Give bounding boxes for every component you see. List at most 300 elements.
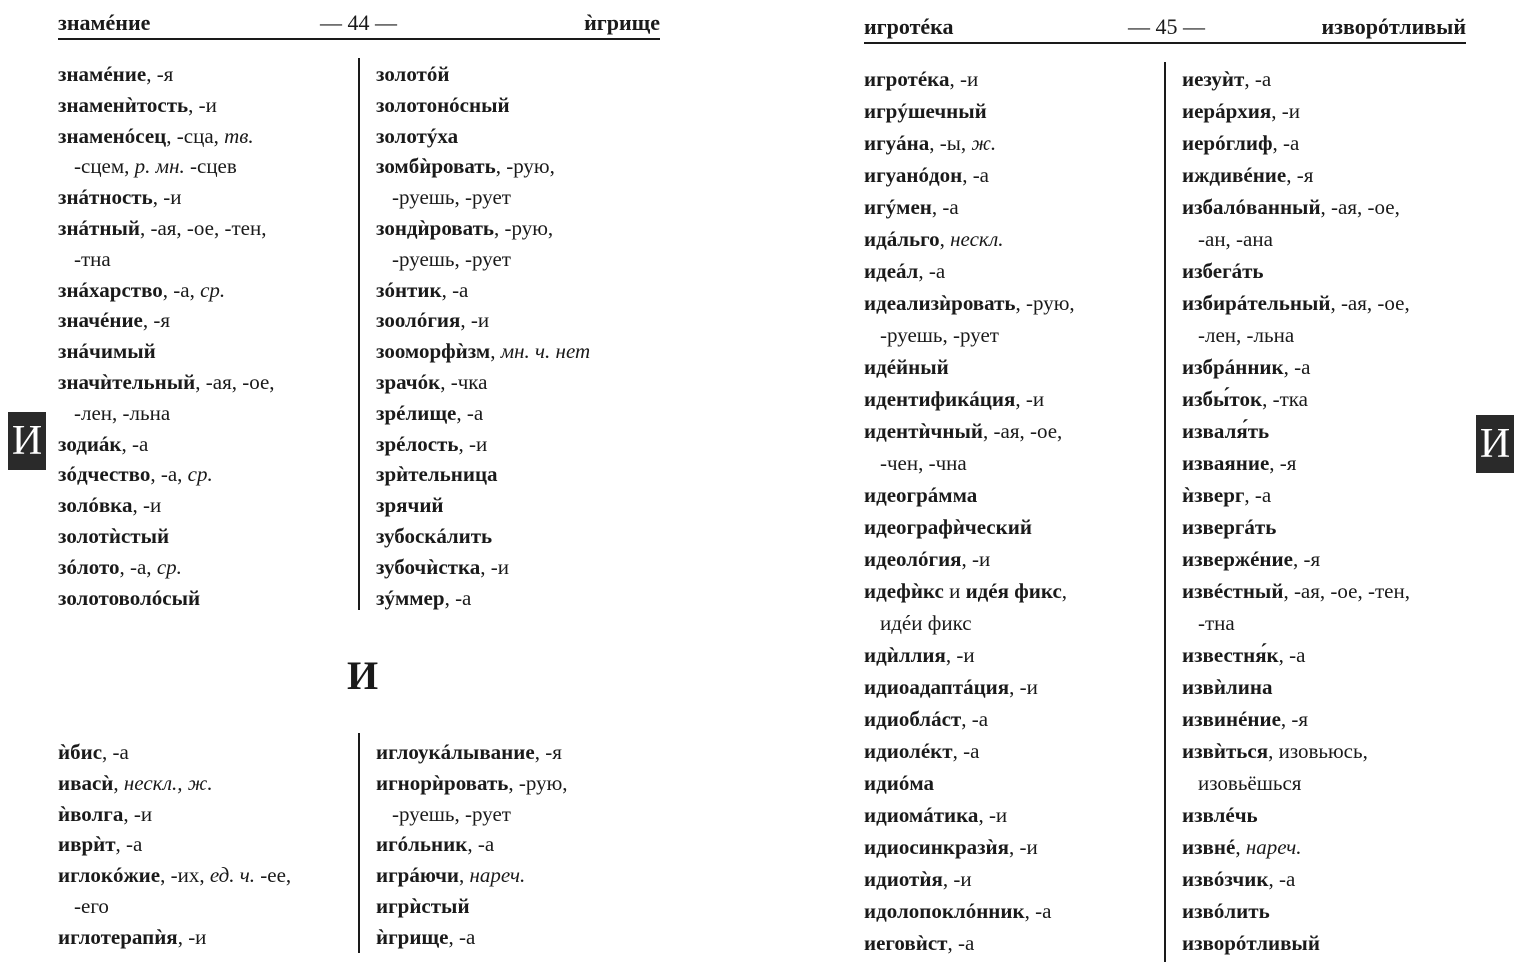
- inflection: , -я: [1269, 451, 1297, 475]
- headword: ѝзверг: [1182, 483, 1245, 507]
- dictionary-entry-line: [1182, 927, 1410, 959]
- inflection: -руешь, -рует: [392, 185, 511, 210]
- inflection: -ее,: [255, 863, 292, 888]
- inflection: ,: [1061, 579, 1068, 603]
- dictionary-entry-line: [1182, 639, 1410, 671]
- inflection: , -а: [1024, 899, 1052, 923]
- dictionary-entry-line: [58, 583, 275, 614]
- headword: знамéние: [58, 62, 147, 86]
- dictionary-entry-line: [376, 799, 568, 830]
- inflection: , -и: [458, 431, 488, 456]
- dictionary-entry-line: [58, 490, 275, 521]
- headword: идéя фикс: [965, 579, 1062, 603]
- headword: игрѝстый: [376, 893, 470, 918]
- inflection: -тна: [1198, 611, 1235, 635]
- inflection: , -и: [1015, 387, 1045, 411]
- inflection: , -я: [142, 308, 171, 333]
- grammar-note: ср.: [200, 277, 226, 302]
- inflection: , -а,: [162, 277, 201, 302]
- headword: идиолéкт: [864, 739, 953, 763]
- dictionary-entry-line: [864, 287, 1075, 319]
- inflection: , -а: [947, 931, 975, 955]
- section-letter-heading: И: [347, 653, 379, 698]
- dictionary-entry-line: [864, 799, 1075, 831]
- left-page-number: — 44 —: [320, 10, 397, 35]
- headword: зрѝтельница: [376, 462, 498, 487]
- inflection: , -и: [961, 547, 991, 571]
- dictionary-entry-line: [58, 799, 291, 830]
- inflection: , -я: [146, 62, 174, 86]
- headword: знáтность: [58, 185, 153, 210]
- dictionary-entry-line: [1182, 799, 1410, 831]
- dictionary-entry-line: [376, 398, 590, 429]
- headword: знаменѝтость: [58, 92, 189, 117]
- dictionary-entry-line: [1182, 223, 1410, 255]
- headword: извѝлина: [1182, 675, 1273, 699]
- headword: зýммер: [376, 585, 445, 610]
- dictionary-entry-line: [376, 552, 590, 583]
- inflection: , -ая, -ое, -тен,: [1283, 579, 1410, 603]
- inflection: , -а: [448, 924, 476, 949]
- inflection: -тна: [74, 246, 111, 271]
- dictionary-entry-line: [376, 151, 590, 182]
- inflection: ,: [939, 227, 951, 251]
- headword: зрéлище: [376, 400, 457, 425]
- dictionary-entry-line: [864, 575, 1075, 607]
- inflection: , -а: [962, 163, 990, 187]
- headword: идéйный: [864, 355, 949, 379]
- headword: зóнтик: [376, 277, 442, 302]
- inflection: , -а: [1244, 67, 1272, 91]
- headword: извóзчик: [1182, 867, 1269, 891]
- headword: избрáнник: [1182, 355, 1284, 379]
- dictionary-entry-line: [58, 182, 275, 213]
- headword: извéстный: [1182, 579, 1284, 603]
- headword: зубочѝстка: [376, 554, 481, 579]
- headword: зрéлость: [376, 431, 459, 456]
- grammar-note: р. мн.: [134, 154, 185, 179]
- column-divider: [358, 733, 360, 953]
- right-header-guide-word-end: изворóтливый: [1321, 14, 1466, 39]
- dictionary-entry-line: [1182, 735, 1410, 767]
- inflection: , -а,: [119, 554, 157, 579]
- inflection: , -ая, -ое,: [195, 369, 275, 394]
- inflection: и: [943, 579, 966, 603]
- headword: знаменóсец: [58, 123, 167, 148]
- headword: идáльго: [864, 227, 940, 251]
- headword: идеализѝровать: [864, 291, 1016, 315]
- headword: ѝволга: [58, 801, 124, 826]
- dictionary-entry-line: [864, 863, 1075, 895]
- inflection: -сцев: [184, 154, 237, 179]
- dictionary-entry-line: [376, 121, 590, 152]
- headword: зодиáк: [58, 431, 122, 456]
- dictionary-entry-line: [376, 768, 568, 799]
- headword: знáчимый: [58, 339, 156, 364]
- headword: зрячий: [376, 493, 444, 518]
- thumb-index-tab: И: [1476, 415, 1514, 473]
- inflection: , -и: [1009, 675, 1038, 699]
- dictionary-entry-line: [1182, 191, 1410, 223]
- right-column-2: [1182, 63, 1410, 959]
- right-page-number: — 45 —: [1128, 14, 1205, 39]
- headword: знáхарство: [58, 277, 163, 302]
- dictionary-entry-line: [58, 367, 275, 398]
- dictionary-entry-line: [1182, 575, 1410, 607]
- inflection: , -я: [1280, 707, 1309, 731]
- headword: иглоукáлывание: [376, 740, 535, 764]
- headword: зомбѝровать: [376, 154, 496, 179]
- dictionary-entry-line: [1182, 127, 1410, 159]
- headword: ѝбис: [58, 740, 103, 764]
- headword: иерáрхия: [1182, 99, 1272, 123]
- inflection: идéи фикс: [880, 611, 972, 635]
- dictionary-entry-line: [864, 831, 1075, 863]
- headword: игýмен: [864, 195, 932, 219]
- dictionary-entry-line: [864, 191, 1075, 223]
- dictionary-entry-line: [864, 127, 1075, 159]
- dictionary-entry-line: [864, 607, 1075, 639]
- grammar-note: тв.: [224, 123, 254, 148]
- inflection: , -а: [931, 195, 959, 219]
- inflection: , -их,: [160, 863, 210, 888]
- dictionary-entry-line: [864, 383, 1075, 415]
- inflection: , -сца,: [166, 123, 225, 148]
- dictionary-entry-line: [1182, 319, 1410, 351]
- dictionary-entry-line: [864, 255, 1075, 287]
- headword: известня́к: [1182, 643, 1279, 667]
- inflection: , -рую,: [495, 154, 555, 179]
- dictionary-entry-line: [1182, 351, 1410, 383]
- inflection: , -а: [1272, 131, 1300, 155]
- headword: избегáть: [1182, 259, 1264, 283]
- headword: идолопоклóнник: [864, 899, 1025, 923]
- inflection: , -рую,: [1015, 291, 1075, 315]
- dictionary-entry-line: [864, 63, 1075, 95]
- inflection: , -я: [534, 740, 562, 764]
- dictionary-entry-line: [376, 829, 568, 860]
- dictionary-entry-line: [58, 213, 275, 244]
- headword: идеáл: [864, 259, 919, 283]
- inflection: , -ая, -ое,: [1320, 195, 1400, 219]
- headword: игрýшечный: [864, 99, 987, 123]
- inflection: , -и: [480, 554, 509, 579]
- right-column-1: [864, 63, 1075, 959]
- inflection: , -а: [1283, 355, 1311, 379]
- inflection: , -и: [188, 92, 217, 117]
- right-page-header: [864, 8, 1466, 44]
- headword: золотóй: [376, 62, 450, 86]
- dictionary-entry-line: [864, 159, 1075, 191]
- dictionary-entry-line: [58, 121, 275, 152]
- inflection: , -и: [1271, 99, 1300, 123]
- inflection: ,: [459, 863, 470, 888]
- inflection: , -тка: [1262, 387, 1308, 411]
- headword: иглотерапѝя: [58, 924, 178, 949]
- dictionary-entry-line: [1182, 287, 1410, 319]
- headword: избирáтельный: [1182, 291, 1331, 315]
- headword: извнé: [1182, 835, 1236, 859]
- headword: зооморфѝзм: [376, 339, 491, 364]
- inflection: , -и: [942, 867, 972, 891]
- dictionary-entry-line: [1182, 767, 1410, 799]
- dictionary-entry-line: [58, 59, 275, 90]
- dictionary-entry-line: [1182, 511, 1410, 543]
- headword: извлéчь: [1182, 803, 1258, 827]
- inflection: -чен, -чна: [880, 451, 967, 475]
- dictionary-entry-line: [58, 459, 275, 490]
- dictionary-entry-line: [864, 95, 1075, 127]
- inflection: -сцем,: [74, 154, 135, 179]
- headword: изваяние: [1182, 451, 1270, 475]
- headword: изворóтливый: [1182, 931, 1320, 955]
- headword: зóдчество: [58, 462, 151, 487]
- inflection: , -и: [978, 803, 1008, 827]
- headword: идентификáция: [864, 387, 1016, 411]
- inflection: , -и: [132, 493, 162, 518]
- dictionary-entry-line: [376, 367, 590, 398]
- grammar-note: ж.: [971, 131, 997, 155]
- dictionary-entry-line: [864, 543, 1075, 575]
- headword: идефѝкс: [864, 579, 944, 603]
- headword: зóлото: [58, 554, 120, 579]
- headword: значѝтельный: [58, 369, 196, 394]
- column-divider: [358, 58, 360, 610]
- inflection: -руешь, -рует: [880, 323, 999, 347]
- dictionary-entry-line: [58, 244, 275, 275]
- dictionary-entry-line: [58, 521, 275, 552]
- inflection: , -а: [1268, 867, 1296, 891]
- left-header-guide-word-end: ѝгрище: [584, 10, 660, 35]
- inflection: , -и: [177, 924, 207, 949]
- inflection: ,: [113, 770, 124, 795]
- headword: извóлить: [1182, 899, 1270, 923]
- headword: зрачóк: [376, 369, 441, 394]
- headword: иждивéние: [1182, 163, 1287, 187]
- inflection: , -а: [121, 431, 149, 456]
- headword: идентѝчный: [864, 419, 983, 443]
- inflection: , -рую,: [508, 770, 568, 795]
- dictionary-entry-line: [58, 336, 275, 367]
- dictionary-entry-line: [58, 922, 291, 953]
- left-bottom-column-2: [376, 737, 568, 953]
- dictionary-entry-line: [58, 891, 291, 922]
- grammar-note: нареч.: [1245, 835, 1302, 859]
- dictionary-entry-line: [376, 429, 590, 460]
- dictionary-entry-line: [1182, 159, 1410, 191]
- headword: иезуѝт: [1182, 67, 1245, 91]
- dictionary-entry-line: [58, 429, 275, 460]
- dictionary-entry-line: [58, 552, 275, 583]
- inflection: , -и: [152, 185, 182, 210]
- headword: идеографѝческий: [864, 515, 1032, 539]
- grammar-note: ср.: [156, 554, 182, 579]
- dictionary-entry-line: [376, 336, 590, 367]
- headword: иглокóжие: [58, 863, 161, 888]
- inflection: -лен, -льна: [1198, 323, 1295, 347]
- dictionary-entry-line: [1182, 63, 1410, 95]
- dictionary-entry-line: [1182, 543, 1410, 575]
- dictionary-entry-line: [1182, 255, 1410, 287]
- grammar-note: мн. ч. нет: [500, 339, 591, 364]
- headword: извергáть: [1182, 515, 1277, 539]
- dictionary-entry-line: [864, 319, 1075, 351]
- dictionary-entry-line: [58, 305, 275, 336]
- inflection: , -я: [1286, 163, 1314, 187]
- dictionary-entry-line: [58, 151, 275, 182]
- headword: игрáючи: [376, 863, 460, 888]
- grammar-note: ед. ч.: [209, 863, 256, 888]
- inflection: , -и: [949, 67, 979, 91]
- headword: знáтный: [58, 215, 140, 240]
- headword: золотѝстый: [58, 523, 170, 548]
- dictionary-entry-line: [376, 182, 590, 213]
- headword: идиотѝя: [864, 867, 943, 891]
- dictionary-entry-line: [864, 351, 1075, 383]
- headword: ѝгрище: [376, 924, 449, 949]
- inflection: -руешь, -рует: [392, 801, 511, 826]
- dictionary-entry-line: [376, 59, 590, 90]
- dictionary-entry-line: [376, 922, 568, 953]
- dictionary-entry-line: [376, 737, 568, 768]
- inflection: , -чка: [440, 369, 488, 394]
- headword: идиоадаптáция: [864, 675, 1010, 699]
- dictionary-entry-line: [376, 459, 590, 490]
- inflection: , -ая, -ое,: [983, 419, 1063, 443]
- inflection: , -и: [1009, 835, 1038, 859]
- inflection: , -а: [918, 259, 946, 283]
- column-divider: [1164, 62, 1166, 962]
- dictionary-entry-line: [1182, 895, 1410, 927]
- inflection: , -рую,: [494, 215, 554, 240]
- inflection: , -а: [115, 832, 143, 857]
- dictionary-entry-line: [864, 639, 1075, 671]
- dictionary-entry-line: [376, 860, 568, 891]
- inflection: -руешь, -рует: [392, 246, 511, 271]
- inflection: , -и: [123, 801, 153, 826]
- dictionary-entry-line: [376, 490, 590, 521]
- dictionary-entry-line: [864, 479, 1075, 511]
- headword: игнорѝровать: [376, 770, 509, 795]
- dictionary-entry-line: [864, 223, 1075, 255]
- left-page-header: [58, 4, 660, 40]
- headword: извержéние: [1182, 547, 1293, 571]
- headword: золотýха: [376, 123, 459, 148]
- dictionary-entry-line: [376, 275, 590, 306]
- inflection: -лен, -льна: [74, 400, 171, 425]
- dictionary-entry-line: [1182, 479, 1410, 511]
- headword: идиоблáст: [864, 707, 962, 731]
- grammar-note: ср.: [187, 462, 213, 487]
- headword: золóвка: [58, 493, 133, 518]
- headword: зоолóгия: [376, 308, 461, 333]
- inflection: , -ы,: [929, 131, 972, 155]
- inflection: , -а: [441, 277, 469, 302]
- dictionary-entry-line: [864, 927, 1075, 959]
- dictionary-entry-line: [376, 90, 590, 121]
- headword: идеолóгия: [864, 547, 962, 571]
- inflection: , -а: [961, 707, 989, 731]
- dictionary-entry-line: [376, 305, 590, 336]
- headword: извѝться: [1182, 739, 1269, 763]
- dictionary-entry-line: [58, 275, 275, 306]
- dictionary-entry-line: [864, 671, 1075, 703]
- grammar-note: нескл., ж.: [123, 770, 213, 795]
- dictionary-entry-line: [1182, 95, 1410, 127]
- headword: идиóма: [864, 771, 934, 795]
- inflection: , -я: [1292, 547, 1321, 571]
- headword: избалóванный: [1182, 195, 1321, 219]
- right-header-guide-word: игротéка: [864, 14, 954, 39]
- dictionary-entry-line: [58, 860, 291, 891]
- dictionary-entry-line: [58, 768, 291, 799]
- headword: идиосинкразѝя: [864, 835, 1010, 859]
- inflection: ,: [490, 339, 501, 364]
- dictionary-entry-line: [864, 703, 1075, 735]
- headword: идѝллия: [864, 643, 946, 667]
- headword: игóльник: [376, 832, 468, 857]
- headword: золотонóсный: [376, 92, 510, 117]
- headword: игуáна: [864, 131, 930, 155]
- inflection: , -а: [456, 400, 484, 425]
- headword: игротéка: [864, 67, 950, 91]
- headword: ивасѝ: [58, 770, 114, 795]
- dictionary-entry-line: [1182, 863, 1410, 895]
- headword: зондѝровать: [376, 215, 495, 240]
- headword: золотоволóсый: [58, 585, 201, 610]
- inflection: , изовьюсь,: [1268, 739, 1368, 763]
- inflection: , -а,: [150, 462, 188, 487]
- dictionary-entry-line: [58, 90, 275, 121]
- inflection: , -а: [467, 832, 495, 857]
- headword: иеговѝст: [864, 931, 948, 955]
- headword: идиомáтика: [864, 803, 979, 827]
- inflection: , -а: [1278, 643, 1306, 667]
- inflection: , -и: [460, 308, 490, 333]
- dictionary-entry-line: [58, 737, 291, 768]
- dictionary-entry-line: [1182, 607, 1410, 639]
- dictionary-entry-line: [376, 213, 590, 244]
- headword: иерóглиф: [1182, 131, 1273, 155]
- dictionary-entry-line: [864, 767, 1075, 799]
- left-header-guide-word: знамéние: [58, 10, 151, 35]
- left-top-column-1: [58, 59, 275, 613]
- grammar-note: нескл.: [950, 227, 1004, 251]
- inflection: изовьёшься: [1198, 771, 1302, 795]
- headword: игуанóдон: [864, 163, 963, 187]
- headword: значéние: [58, 308, 143, 333]
- dictionary-entry-line: [376, 891, 568, 922]
- dictionary-entry-line: [376, 521, 590, 552]
- dictionary-entry-line: [864, 447, 1075, 479]
- dictionary-entry-line: [864, 511, 1075, 543]
- inflection: , -ая, -ое, -тен,: [139, 215, 267, 240]
- dictionary-entry-line: [1182, 831, 1410, 863]
- inflection: , -а: [1244, 483, 1272, 507]
- headword: идеогрáмма: [864, 483, 978, 507]
- inflection: , -ая, -ое,: [1330, 291, 1410, 315]
- dictionary-entry-line: [1182, 671, 1410, 703]
- dictionary-entry-line: [1182, 447, 1410, 479]
- left-bottom-column-1: [58, 737, 291, 953]
- left-top-column-2: [376, 59, 590, 613]
- inflection: , -а: [102, 740, 129, 764]
- dictionary-entry-line: [1182, 415, 1410, 447]
- thumb-index-tab: И: [8, 412, 46, 470]
- dictionary-entry-line: [864, 895, 1075, 927]
- headword: избы́ток: [1182, 387, 1263, 411]
- inflection: ,: [1235, 835, 1246, 859]
